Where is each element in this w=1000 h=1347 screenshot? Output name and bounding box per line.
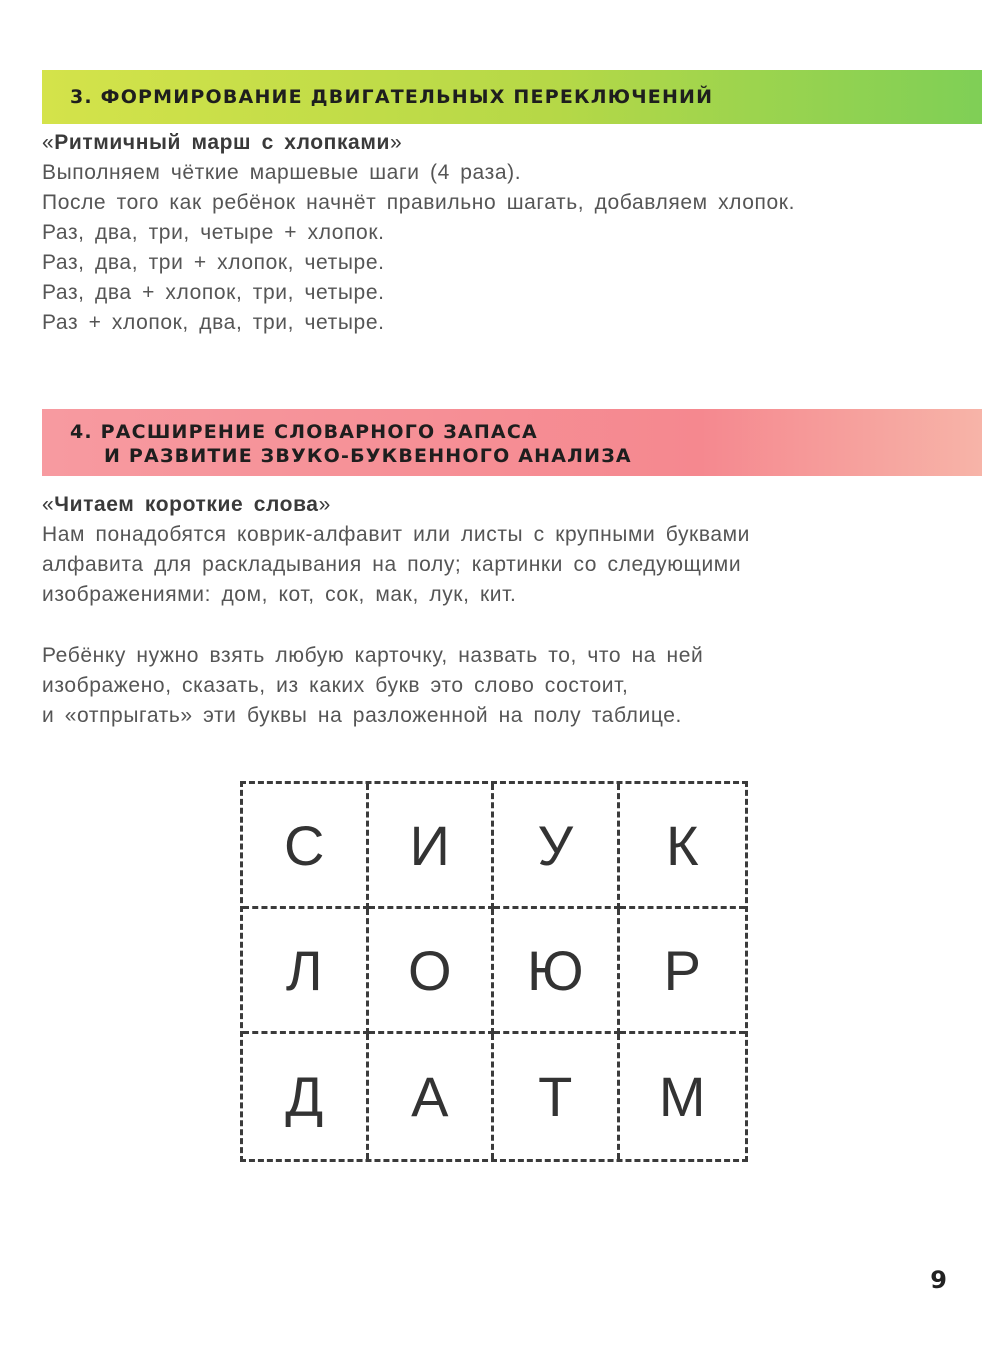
letter-cell: А <box>369 1034 495 1159</box>
section-4-heading-line-1: 4. РАСШИРЕНИЕ СЛОВАРНОГО ЗАПАСА <box>70 421 538 443</box>
text-line: Раз, два, три, четыре + хлопок. <box>42 221 385 244</box>
section-4-heading <box>42 409 982 476</box>
text-line: Раз + хлопок, два, три, четыре. <box>42 311 385 334</box>
text-line: изображено, сказать, из каких букв это слово состоит, <box>42 674 629 697</box>
section-4-heading-line-2: И РАЗВИТИЕ ЗВУКО-БУКВЕННОГО АНАЛИЗА <box>104 445 632 467</box>
letter-cell: О <box>369 909 495 1034</box>
text-line: После того как ребёнок начнёт правильно шагать, добавляем хлопок. <box>42 191 796 214</box>
letter-cell: К <box>620 784 746 909</box>
text-line: Раз, два, три + хлопок, четыре. <box>42 251 385 274</box>
section-3-body <box>42 128 942 338</box>
page-number: 9 <box>930 1266 947 1294</box>
text-line: Выполняем чёткие маршевые шаги (4 раза). <box>42 161 522 184</box>
paragraph-gap <box>42 610 942 641</box>
letter-cell: Д <box>243 1034 369 1159</box>
letter-cell: И <box>369 784 495 909</box>
letter-cell: Т <box>494 1034 620 1159</box>
section-4-body <box>42 490 942 731</box>
letter-cell: Р <box>620 909 746 1034</box>
text-line: Нам понадобятся коврик-алфавит или листы с крупными буквами <box>42 523 751 546</box>
letter-cell: Л <box>243 909 369 1034</box>
text-line: алфавита для раскладывания на полу; картинки со следующими <box>42 553 742 576</box>
text-line: Раз, два + хлопок, три, четыре. <box>42 281 385 304</box>
letter-cell: С <box>243 784 369 909</box>
section-3-heading: 3. ФОРМИРОВАНИЕ ДВИГАТЕЛЬНЫХ ПЕРЕКЛЮЧЕНИЙ <box>42 70 982 124</box>
text-line: и «отпрыгать» эти буквы на разложенной на полу таблице. <box>42 704 682 727</box>
text-line: изображениями: дом, кот, сок, мак, лук, кит. <box>42 583 517 606</box>
exercise-title-march: «Ритмичный марш с хлопками» <box>42 131 403 154</box>
text-line: Ребёнку нужно взять любую карточку, назвать то, что на ней <box>42 644 704 667</box>
letter-cell: М <box>658 1065 706 1128</box>
alphabet-letter-grid <box>240 781 748 1162</box>
exercise-title-reading: «Читаем короткие слова» <box>42 493 331 516</box>
letter-cell: У <box>494 784 620 909</box>
letter-cell: Ю <box>494 909 620 1034</box>
